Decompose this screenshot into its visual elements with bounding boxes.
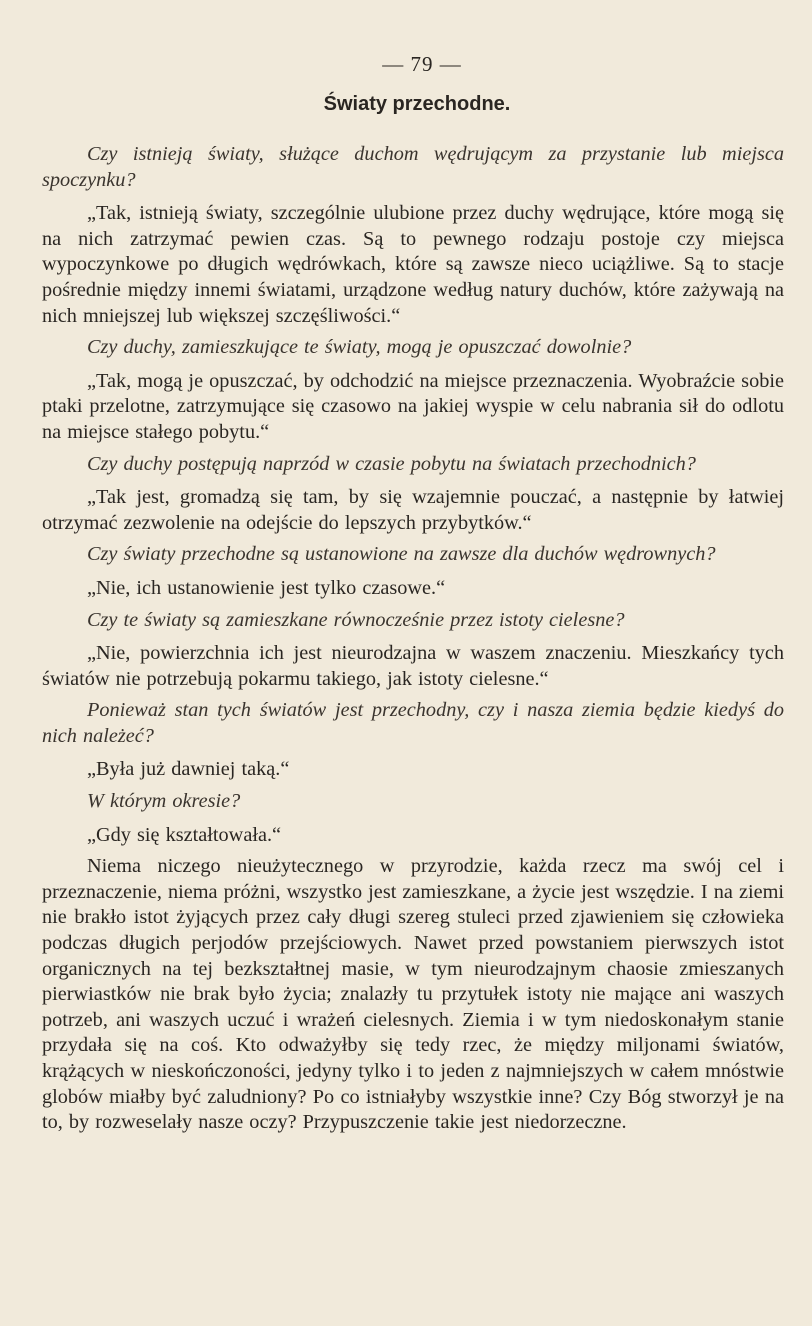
question-paragraph: Czy duchy postępują naprzód w czasie pobytu na światach przechodnich?	[87, 452, 696, 475]
section-heading: Światy przechodne.	[323, 93, 511, 115]
answer-paragraph: „Nie, powierzchnia ich jest nieurodzajna w waszem znaczeniu. Mieszkańcy tych światów nie potrzebują pokarmu takiego, jak istoty cielesne.“	[42, 642, 784, 690]
answer-paragraph: „Tak, mogą je opuszczać, by odchodzić na miejsce przeznaczenia. Wyobraźcie sobie ptaki przelotne, zatrzymujące się czasowo na jakiej wyspie w celu nabrania sił do odlotu na miejsce stałego pobytu.“	[42, 369, 784, 443]
question-paragraph: Czy istnieją światy, służące duchom wędrującym za przystanie lub miejsca spoczynku?	[42, 143, 784, 191]
question-paragraph: W którym okresie?	[87, 790, 241, 813]
answer-paragraph: „Gdy się kształtowała.“	[87, 823, 282, 846]
answer-paragraph: „Tak jest, gromadzą się tam, by się wzajemnie pouczać, a następnie by łatwiej otrzymać zezwolenie na odejście do lepszych przybytków.“	[42, 486, 784, 534]
commentary-paragraph: Niema niczego nieużytecznego w przyrodzie, każda rzecz ma swój cel i przeznaczenie, niema próżni, wszystko jest zamieszkane, a życie jest wszędzie. I na ziemi nie brakło istot żyjących przez cały długi szereg stuleci przed zjawieniem się człowieka podczas długich perjodów przejściowych. Nawet przed powstaniem pierwszych istot organicznych na tej bezkształtnej masie, w tym nieurodzajnym chaosie zmieszanych pierwiastków nie brak było życia; znalazły tu przytułek istoty nie mające ani waszych potrzeb, ani waszych uczuć i wrażeń cielesnych. Ziemia i w tym niedoskonałym stanie przydała się na coś. Kto odważyłby się tedy rzec, że między miljonami światów, krążących w nieskończoności, jedyny tylko i to jeden z najmniejszych w całem mnóstwie globów miałby być zaludniony? Po co istniałyby wszystkie inne? Czy Bóg stworzył je na to, by rozweselały nasze oczy? Przypuszczenie takie jest niedorzeczne.	[42, 855, 784, 1134]
answer-paragraph: „Nie, ich ustanowienie jest tylko czasowe.“	[87, 576, 446, 599]
answer-paragraph: „Tak, istnieją światy, szczególnie ulubione przez duchy wędrujące, które mogą się na nich zatrzymać pewien czas. Są to pewnego rodzaju postoje czy miejsca wypoczynkowe po długich wędrówkach, które są zawsze nieco uciążliwe. Są to stacje pośrednie między innemi światami, urządzone według natury duchów, które zażywają na nich mniejszej lub większej szczęśliwości.“	[42, 202, 784, 327]
question-paragraph: Czy te światy są zamieszkane równocześnie przez istoty cielesne?	[87, 608, 625, 631]
answer-paragraph: „Była już dawniej taką.“	[87, 758, 290, 781]
question-paragraph: Czy światy przechodne są ustanowione na zawsze dla duchów wędrownych?	[87, 543, 716, 566]
question-paragraph: Czy duchy, zamieszkujące te światy, mogą je opuszczać dowolnie?	[87, 336, 632, 359]
page-number: — 79 —	[382, 52, 462, 76]
question-paragraph: Ponieważ stan tych światów jest przechodny, czy i nasza ziemia będzie kiedyś do nich należeć?	[42, 699, 784, 747]
